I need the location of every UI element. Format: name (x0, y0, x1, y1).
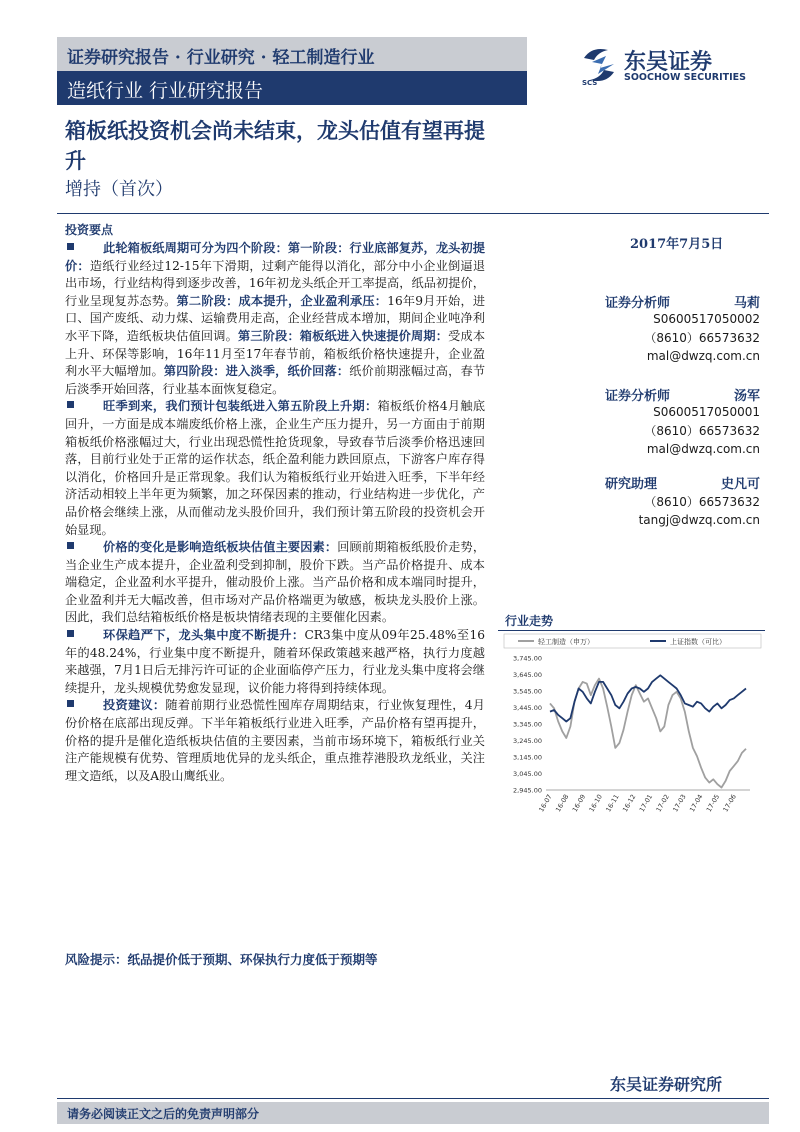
x-tick-label: 16-11 (604, 793, 621, 814)
legend-label: 上证指数（可比） (670, 638, 726, 646)
analyst-email[interactable]: mal@dwzq.com.cn (646, 442, 760, 456)
analyst-role: 证券分析师 (605, 389, 671, 404)
analyst-cert: S0600517050001 (653, 405, 760, 419)
x-tick-label: 17-04 (688, 793, 705, 814)
y-tick-label: 3,345.00 (513, 720, 542, 729)
analyst-phone: （8610）66573632 (644, 495, 760, 509)
key-point-5: 投资建议：随着前期行业恐慌性囤库存周期结束，行业恢复理性，4月份价格在底部出现反弹。下半年箱板纸行业进入旺季，产品价格有望再提升，价格的提升是催化造纸板块估值的主要因素，当前市场环境下，箱板纸行业关注产能规模有优势、管理质地优异的龙头纸企，重点推荐港股玖龙纸业，关注理文造纸，以及A股山鹰纸业。 (65, 698, 485, 783)
key-point-3: 价格的变化是影响造纸板块估值主要因素：回顾前期箱板纸股价走势，当企业生产成本提升，企业盈利受到抑制，股价下跌。当产品价格提升、成本端稳定，企业盈利水平提升，催动股价上涨。当产品价格和成本端同时提升，企业盈利并无大幅改善，但市场对产品价格端更为敏感，板块龙头股价上涨。因此，我们总结箱板纸价格是板块情绪表现的主要催化因素。 (65, 540, 486, 625)
header-category-text: 证券研究报告 · 行业研究 · 轻工制造行业 (67, 48, 375, 68)
key-point-1: 此轮箱板纸周期可分为四个阶段：第一阶段：行业底部复苏，龙头初提价：造纸行业经过12-15年下滑期，过剩产能得以消化，部分中小企业倒逼退出市场，行业结构得到逐步改善，16年初龙头纸企开工率提高，纸品初提价，行业呈现复苏态势。第二阶段：成本提升，企业盈利承压：16年9月开始，进口、国产废纸、动力煤、运输费用走高，企业经营成本增加，期间企业吨净利水平下降，造纸板块估值回调。第三阶段：箱板纸进入快速提价周期：受成本上升、环保等影响，16年11月至17年春节前，箱板纸价格快速提升，企业盈利水平大幅增加。第四阶段：进入淡季，纸价回落：纸价前期涨幅过高，春节后淡季开始回落，行业基本面恢复稳定。 (65, 241, 486, 396)
analyst-email[interactable]: tangj@dwzq.com.cn (638, 513, 760, 527)
analyst-name: 马莉 (733, 296, 760, 311)
key-points-label: 投资要点 (65, 223, 114, 237)
bullet-icon (67, 630, 74, 637)
header-divider (57, 213, 769, 214)
footer-disclaimer-bar (57, 1102, 769, 1124)
bullet-icon (67, 700, 74, 707)
y-tick-label: 3,045.00 (513, 770, 542, 778)
footer-disclaimer: 请务必阅读正文之后的免责声明部分 (67, 1107, 260, 1121)
chart-title: 行业走势 (505, 614, 554, 628)
report-title: 箱板纸投资机会尚未结束，龙头估值有望再提升 (65, 118, 485, 173)
analyst-email[interactable]: mal@dwzq.com.cn (646, 349, 760, 363)
x-tick-label: 16-09 (570, 793, 588, 814)
scs-logo-icon (578, 44, 620, 86)
analyst-cert: S0600517050002 (653, 312, 760, 326)
key-point-2: 旺季到来，我们预计包装纸进入第五阶段上升期：箱板纸价格4月触底回升，一方面是成本端废纸价格上涨，企业生产压力提升，另一方面由于前期箱板纸价格涨幅过大，行业出现恐慌性抢货现象，导致春节后淡季价格迅速回落，目前行业处于正常的运作状态，纸企盈利能力跌回原点，下游客户库存得以消化，价格回升是正常现象。我们认为箱板纸行业开始进入旺季，下半年经济活动相较上半年更为频繁，加之环保因素的推动，行业结构进一步优化，产品价格会继续上涨，从而催动龙头股价回升，我们预计第五阶段的投资机会开始显现。 (65, 399, 486, 537)
svg-text:SCS: SCS (582, 79, 598, 86)
header-category-bar (57, 37, 527, 71)
bullet-icon (67, 542, 74, 549)
analyst-1 (605, 292, 760, 363)
header-report-type-text: 造纸行业 行业研究报告 (67, 80, 264, 102)
chart-title-rule (498, 630, 765, 631)
x-tick-label: 17-06 (721, 793, 738, 814)
y-tick-label: 3,445.00 (513, 704, 542, 712)
analyst-name: 汤军 (733, 389, 760, 404)
report-date: 2017年7月5日 (630, 237, 724, 252)
legend-label: 轻工制造（申万） (538, 638, 594, 646)
x-tick-label: 17-01 (637, 793, 655, 814)
risk-warning: 风险提示：纸品提价低于预期、环保执行力度低于预期等 (65, 952, 378, 967)
footer-rule (57, 1098, 769, 1099)
logo-english-name: SOOCHOW SECURITIES (624, 72, 746, 83)
analyst-name: 史凡可 (720, 477, 760, 492)
bullet-icon (67, 243, 74, 250)
x-tick-label: 17-05 (704, 793, 722, 814)
x-tick-label: 17-02 (654, 793, 671, 814)
analyst-phone: （8610）66573632 (644, 424, 760, 438)
analyst-3 (605, 473, 760, 527)
x-tick-label: 16-10 (587, 793, 604, 814)
rating: 增持（首次） (65, 179, 173, 200)
key-point-4: 环保趋严下，龙头集中度不断提升：CR3集中度从09年25.48%至16年的48.24%，行业集中度不断提升，随着环保政策越来越严格，执行力度越来越强，7月1日后无排污许可证的企业面临停产压力，行业龙头集中度将会继续提升，龙头规模优势愈发显现，议价能力将得到持续体现。 (65, 628, 485, 695)
y-tick-label: 3,245.00 (513, 737, 542, 745)
x-tick-label: 16-07 (537, 793, 554, 814)
analyst-role: 研究助理 (605, 477, 658, 492)
y-tick-label: 2,945.00 (513, 786, 542, 795)
footer-org: 东吴证券研究所 (610, 1075, 723, 1094)
y-tick-label: 3,745.00 (513, 654, 542, 663)
analyst-role: 证券分析师 (605, 296, 671, 311)
y-tick-label: 3,545.00 (513, 687, 542, 696)
y-tick-label: 3,645.00 (513, 671, 542, 679)
y-tick-label: 3,145.00 (513, 753, 542, 762)
series-line (550, 679, 746, 788)
header-report-type-bar (57, 71, 527, 105)
logo-chinese-name: 东吴证券 (624, 50, 713, 75)
analyst-phone: （8610）66573632 (644, 331, 760, 345)
x-tick-label: 16-08 (554, 793, 571, 814)
industry-trend-chart (500, 632, 765, 832)
key-points-body (65, 240, 485, 785)
company-logo (578, 44, 748, 90)
bullet-icon (67, 401, 74, 408)
x-tick-label: 16-12 (621, 793, 638, 814)
analyst-2 (605, 385, 760, 456)
x-tick-label: 17-03 (671, 793, 688, 814)
